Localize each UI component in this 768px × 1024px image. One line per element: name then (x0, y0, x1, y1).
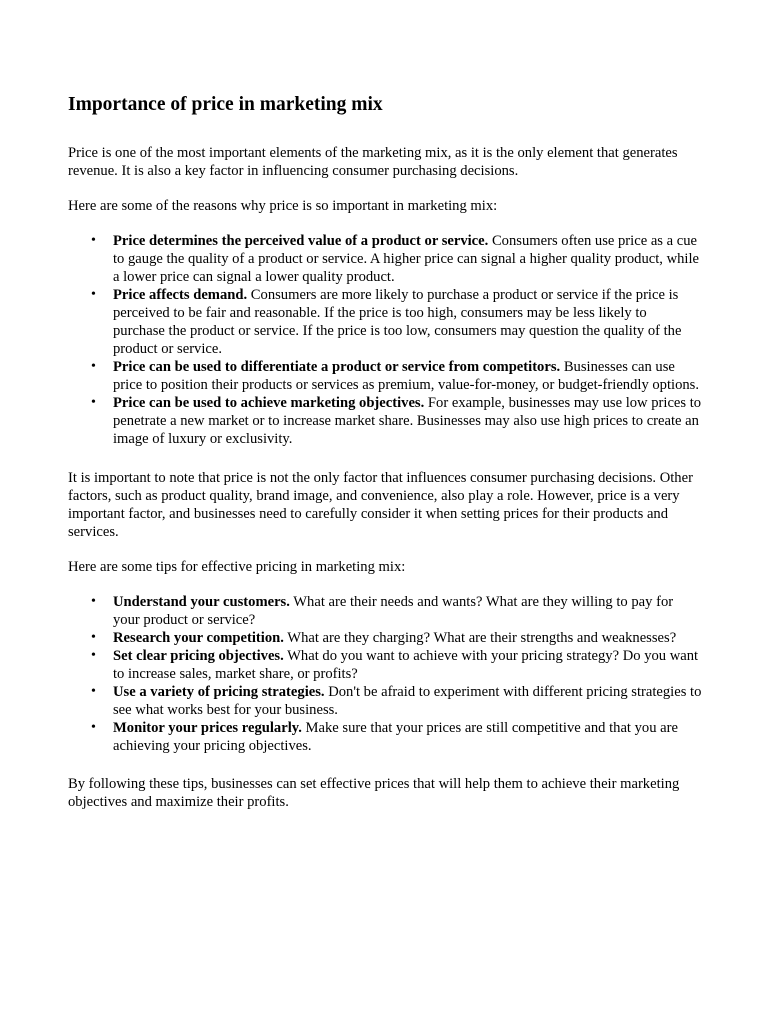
list-item-text: What are they charging? What are their strengths and weaknesses? (283, 630, 677, 646)
bullet-icon: • (91, 359, 96, 374)
list-item (91, 394, 702, 448)
list-item-heading: Price can be used to achieve marketing objectives. (113, 395, 425, 411)
note-paragraph: It is important to note that price is not the only factor that influences consumer purchasing decisions. Other factors, such as product quality, brand image, and convenience, also play a role. However, price is a very important factor, and businesses need to carefully consider it when setting prices for their products and services. (68, 470, 693, 540)
bullet-icon: • (91, 720, 96, 735)
list-item-text: Consumers are more likely to purchase a product or service if the price is perceived to be fair and reasonable. If the price is too high, consumers may be less likely to purchase the product or service. If the price is too low, consumers may question the quality of the product or service. (113, 287, 682, 357)
list-item-heading: Understand your customers. (113, 594, 290, 610)
reasons-lead-paragraph: Here are some of the reasons why price is so important in marketing mix: (68, 198, 498, 214)
list-item (91, 232, 702, 286)
bullet-icon: • (91, 594, 96, 609)
list-item-text: Businesses can use price to position their products or services as premium, value-for-money, or budget-friendly options. (113, 359, 700, 393)
list-item-heading: Price determines the perceived value of a product or service. (113, 233, 489, 249)
tips-list (68, 593, 702, 755)
list-item-text: Consumers often use price as a cue to gauge the quality of a product or service. A higher price can signal a higher quality product, while a lower price can signal a lower quality product. (113, 233, 700, 285)
bullet-icon: • (91, 287, 96, 302)
list-item (91, 286, 702, 358)
bullet-icon: • (91, 233, 96, 248)
document-title: Importance of price in marketing mix (68, 94, 383, 115)
list-item (91, 683, 702, 719)
list-item-heading: Price can be used to differentiate a product or service from competitors. (113, 359, 561, 375)
list-item (91, 719, 702, 755)
list-item (91, 358, 702, 394)
list-item-heading: Research your competition. (113, 630, 284, 646)
list-item-heading: Set clear pricing objectives. (113, 648, 284, 664)
bullet-icon: • (91, 648, 96, 663)
list-item (91, 647, 702, 683)
list-item-text: Make sure that your prices are still competitive and that you are achieving your pricing objectives. (113, 720, 678, 754)
list-item (91, 629, 702, 647)
list-item (91, 593, 702, 629)
list-item-text: What are their needs and wants? What are they willing to pay for your product or service? (113, 594, 674, 628)
reasons-list (68, 232, 702, 448)
list-item-text: What do you want to achieve with your pricing strategy? Do you want to increase sales, market share, or profits? (113, 648, 699, 682)
bullet-icon: • (91, 630, 96, 645)
list-item-text: Don't be afraid to experiment with different pricing strategies to see what works best for your business. (113, 684, 702, 718)
list-item-heading: Price affects demand. (113, 287, 248, 303)
list-item-heading: Use a variety of pricing strategies. (113, 684, 325, 700)
list-item-heading: Monitor your prices regularly. (113, 720, 302, 736)
list-item-text: For example, businesses may use low prices to penetrate a new market or to increase market share. Businesses may also use high prices to create an image of luxury or exclusivity. (113, 395, 702, 447)
bullet-icon: • (91, 684, 96, 699)
bullet-icon: • (91, 395, 96, 410)
intro-paragraph: Price is one of the most important elements of the marketing mix, as it is the only element that generates revenue. It is also a key factor in influencing consumer purchasing decisions. (68, 145, 678, 179)
tips-lead-paragraph: Here are some tips for effective pricing in marketing mix: (68, 559, 406, 575)
conclusion-paragraph: By following these tips, businesses can set effective prices that will help them to achieve their marketing objectives and maximize their profits. (68, 776, 680, 810)
